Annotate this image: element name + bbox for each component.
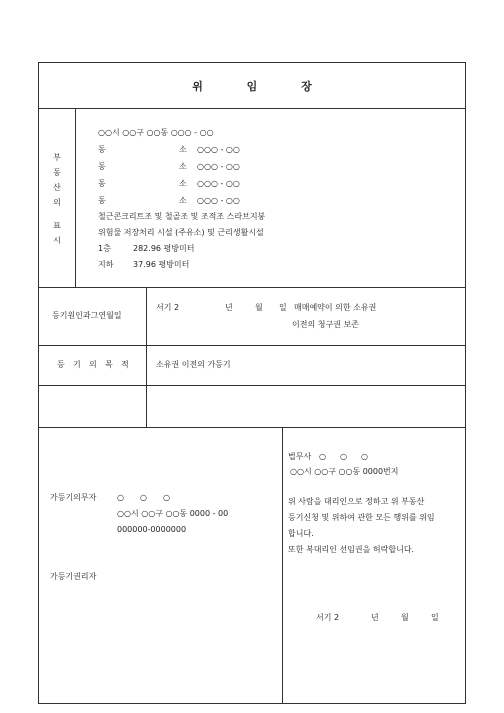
attorney-paragraph-line: 또한 복대리인 선임권을 허락합니다. (288, 545, 415, 554)
document-title (39, 78, 465, 94)
attorney-month: 월 (401, 613, 409, 622)
purpose-label-char: 의 (89, 360, 97, 369)
divider (39, 108, 465, 109)
floor-area: 37.96 평방미터 (133, 260, 190, 269)
purpose-label-char: 적 (121, 360, 129, 369)
title-char: 임 (246, 80, 258, 93)
property-row-lot: ○○○ - ○○ (197, 196, 240, 205)
floor-name: 지하 (98, 260, 114, 269)
property-address: ○○시 ○○구 ○○동 ○○○ - ○○ (98, 128, 214, 137)
cause-label: 등기원인과그연월일 (52, 311, 122, 320)
property-row-lot: ○○○ - ○○ (197, 179, 240, 188)
holder-label: 가등기권리자 (50, 572, 97, 581)
divider (39, 385, 465, 386)
property-label-char: 의 (53, 198, 61, 207)
property-row-lot: ○○○ - ○○ (197, 162, 240, 171)
property-label-char: 동 (53, 168, 61, 177)
property-label-char: 시 (53, 236, 61, 245)
property-row-dong: 동 (98, 196, 106, 205)
divider (146, 287, 147, 427)
cause-date-prefix: 서기 2 (156, 303, 180, 312)
purpose-label-char: 등 (57, 360, 65, 369)
property-row-so: 소 (179, 145, 187, 154)
divider (75, 108, 76, 287)
cause-month: 월 (255, 303, 263, 312)
divider (282, 427, 283, 704)
property-label-char: 산 (53, 183, 61, 192)
obligor-name-mark: ○ (117, 493, 124, 502)
obligor-name-mark: ○ (163, 493, 170, 502)
title-char: 장 (301, 80, 312, 93)
property-label-char: 부 (53, 153, 61, 162)
attorney-mark: ○ (340, 452, 347, 461)
purpose-label-char: 기 (73, 360, 81, 369)
divider (39, 345, 465, 346)
cause-year: 년 (225, 303, 233, 312)
purpose-label-char: 목 (105, 360, 113, 369)
attorney-address: ○○시 ○○구 ○○동 0000번지 (290, 467, 399, 476)
attorney-year: 년 (371, 613, 379, 622)
attorney-label: 법무사 (288, 452, 312, 461)
property-row-so: 소 (179, 179, 187, 188)
power-of-attorney-form (38, 62, 466, 704)
obligor-address: ○○시 ○○구 ○○동 0000 - 00 (117, 509, 229, 518)
attorney-paragraph-line: 합니다. (288, 529, 314, 538)
obligor-id: 000000-0000000 (117, 525, 187, 534)
cause-day: 일 (279, 303, 287, 312)
attorney-day: 일 (431, 613, 439, 622)
property-row-dong: 동 (98, 145, 106, 154)
property-row-so: 소 (179, 196, 187, 205)
property-usage: 위험물 저장처리 시설 (주유소) 및 근리생활시설 (98, 228, 264, 237)
property-structure: 철근콘크리트조 및 철골조 및 조적조 스라브지붕 (98, 212, 266, 221)
cause-text-1: 매매예약이 의한 소유권 (294, 303, 377, 312)
property-row-so: 소 (179, 162, 187, 171)
title-char: 위 (192, 80, 203, 93)
property-row-dong: 동 (98, 179, 106, 188)
floor-name: 1층 (98, 244, 111, 253)
divider (39, 287, 465, 288)
divider (39, 427, 465, 428)
attorney-paragraph-line: 등기신청 및 위하여 관한 모든 행위를 위임 (288, 513, 435, 522)
attorney-paragraph-line: 위 사람을 대리인으로 정하고 위 부동산 (288, 497, 425, 506)
obligor-name-mark: ○ (140, 493, 147, 502)
floor-area: 282.96 평방미터 (133, 244, 195, 253)
purpose-value: 소유권 이전의 가등기 (156, 360, 231, 369)
property-row-dong: 동 (98, 162, 106, 171)
cause-text-2: 이전의 청구권 보존 (292, 320, 359, 329)
obligor-label: 가등기의무자 (50, 493, 97, 502)
property-label-char: 표 (53, 221, 61, 230)
attorney-date-prefix: 서기 2 (316, 613, 340, 622)
attorney-mark: ○ (361, 452, 368, 461)
property-row-lot: ○○○ - ○○ (197, 145, 240, 154)
attorney-mark: ○ (319, 452, 326, 461)
